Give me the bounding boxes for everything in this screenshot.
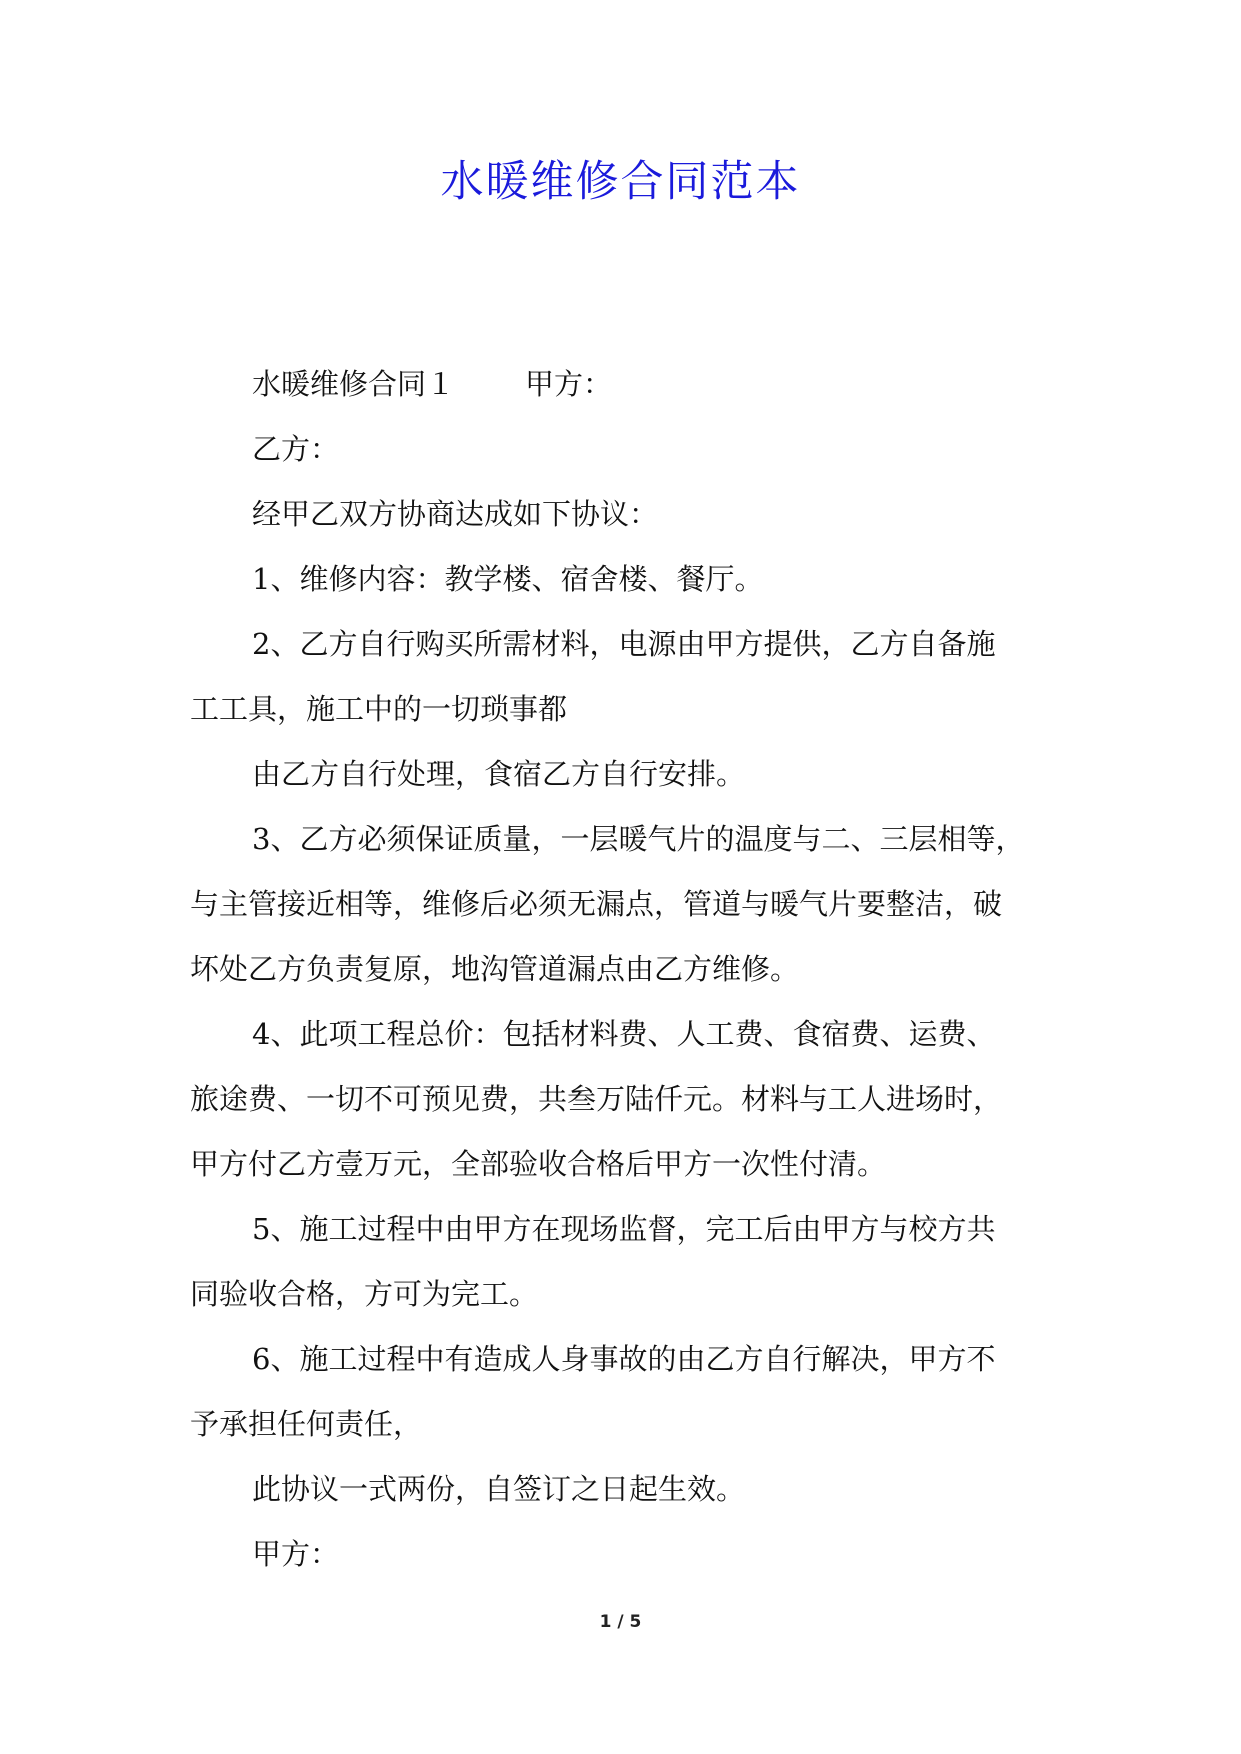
clause-3-line-1: 3、乙方必须保证质量，一层暖气片的温度与二、三层相等，: [252, 822, 1025, 856]
clause-3-line-2: 与主管接近相等，维修后必须无漏点，管道与暖气片要整洁，破: [190, 887, 1003, 921]
clause-4-line-1: 4、此项工程总价：包括材料费、人工费、食宿费、运费、: [252, 1017, 996, 1051]
clause-4-line-3: 甲方付乙方壹万元，全部验收合格后甲方一次性付清。: [190, 1147, 887, 1181]
clause-2-line-1: 2、乙方自行购买所需材料，电源由甲方提供，乙方自备施: [252, 627, 996, 661]
clause-4-line-2: 旅途费、一切不可预见费，共叁万陆仟元。材料与工人进场时，: [190, 1082, 1003, 1116]
page-indicator: 1 / 5: [599, 1612, 642, 1632]
party-a-signature-label: 甲方：: [252, 1537, 340, 1571]
contract-heading-line: [190, 352, 1070, 417]
clause-2-line-2: 工工具，施工中的一切琐事都: [190, 692, 568, 726]
clause-6-line-1: 6、施工过程中有造成人身事故的由乙方自行解决，甲方不: [252, 1342, 996, 1376]
party-b-label: 乙方：: [252, 432, 340, 466]
agreement-intro: 经甲乙双方协商达成如下协议：: [252, 497, 659, 531]
document-title: 水暖维修合同范本: [440, 157, 801, 207]
clause-3-line-3: 坏处乙方负责复原，地沟管道漏点由乙方维修。: [190, 952, 800, 986]
party-a-label: 甲方：: [525, 367, 613, 401]
clause-5-line-1: 5、施工过程中由甲方在现场监督，完工后由甲方与校方共: [252, 1212, 996, 1246]
document-body: [190, 352, 1070, 1587]
effective-clause: 此协议一式两份，自签订之日起生效。: [252, 1472, 746, 1506]
contract-heading: 水暖维修合同１: [252, 367, 456, 401]
clause-2-line-3: 由乙方自行处理，食宿乙方自行安排。: [252, 757, 746, 791]
clause-1: 1、维修内容：教学楼、宿舍楼、餐厅。: [252, 562, 764, 596]
clause-6-line-2: 予承担任何责任，: [190, 1407, 423, 1441]
clause-5-line-2: 同验收合格，方可为完工。: [190, 1277, 539, 1311]
